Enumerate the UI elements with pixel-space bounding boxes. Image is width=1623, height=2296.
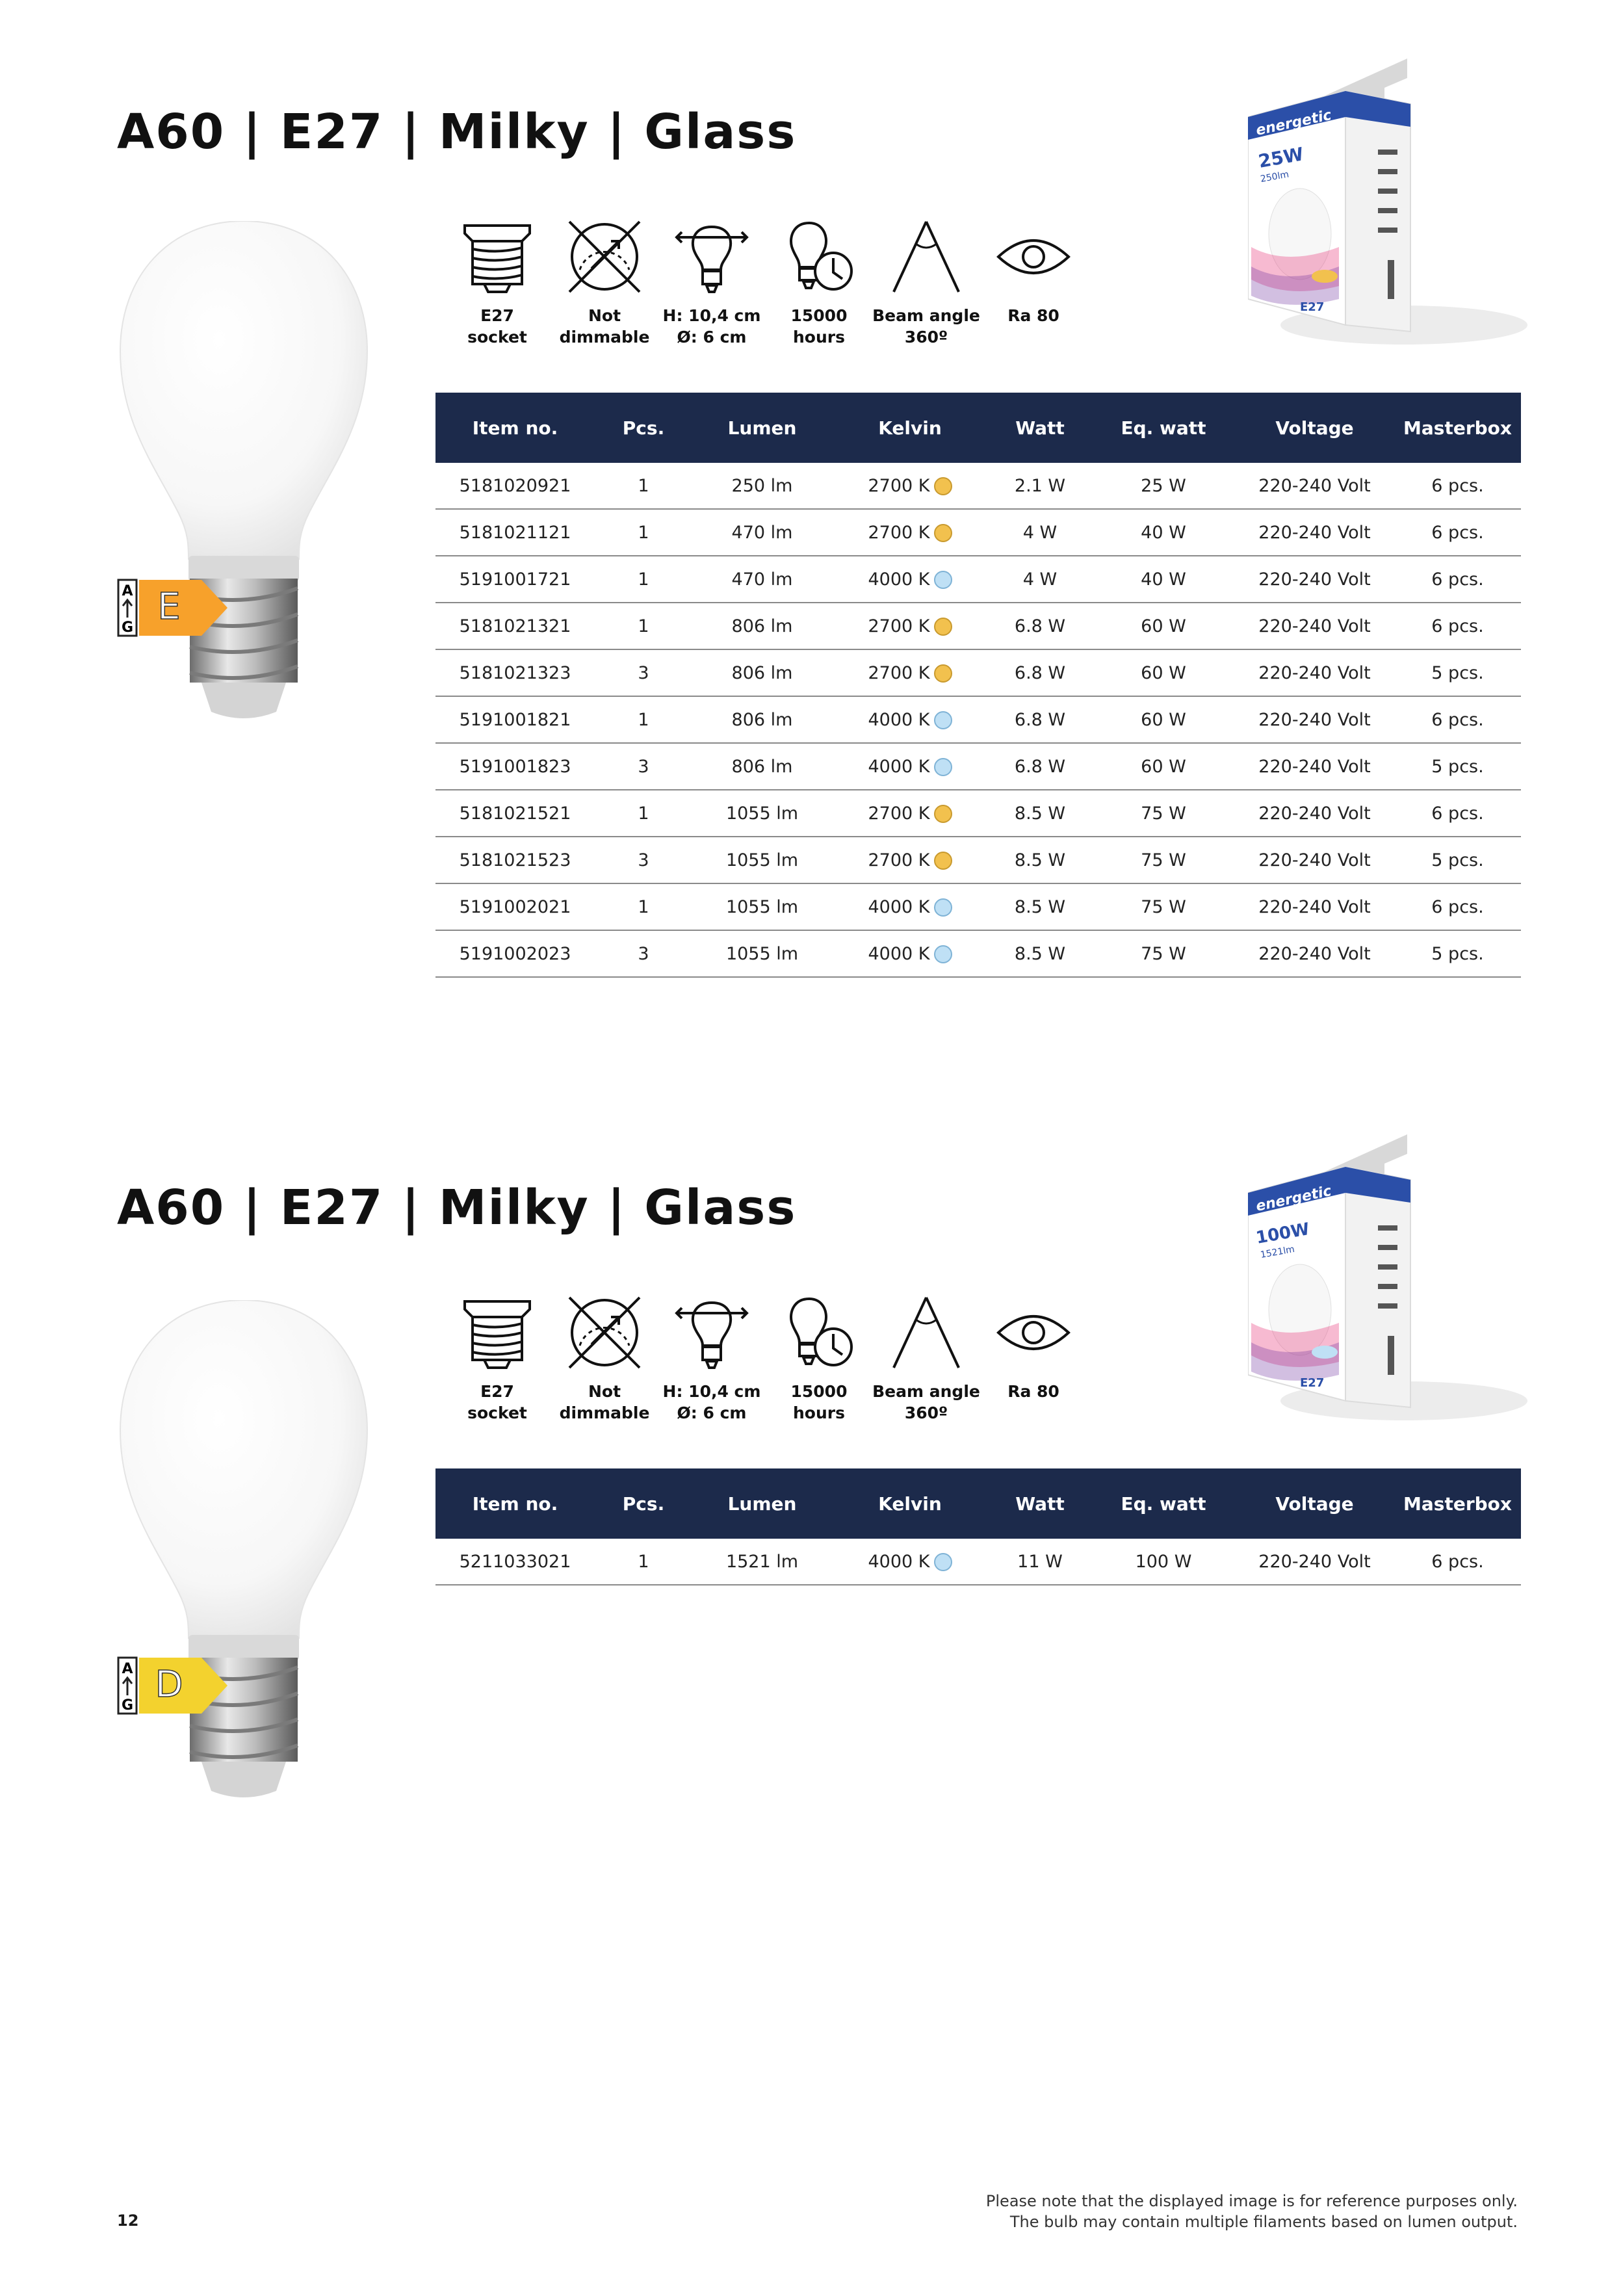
feature-label: Not dimmable	[559, 306, 650, 346]
equivalent-watt-cell: 60 W	[1092, 696, 1235, 743]
equivalent-watt-cell: 75 W	[1092, 790, 1235, 837]
voltage-cell: 220-240 Volt	[1235, 556, 1394, 603]
page-number: 12	[117, 2211, 139, 2230]
voltage-cell: 220-240 Volt	[1235, 930, 1394, 977]
table-row	[435, 837, 1521, 883]
dimensions-icon	[673, 1294, 751, 1372]
watt-cell: 6.8 W	[988, 743, 1092, 790]
pieces-cell: 1	[595, 556, 692, 603]
cool-light-icon	[934, 898, 952, 917]
table-row	[435, 509, 1521, 556]
feature-label: 15000 hours	[790, 1382, 848, 1422]
kelvin-cell: 4000 K	[832, 556, 988, 603]
pieces-cell: 1	[595, 696, 692, 743]
kelvin-cell: 2700 K	[832, 790, 988, 837]
package-brand: energetic	[1254, 107, 1333, 139]
equivalent-watt-cell: 25 W	[1092, 463, 1235, 509]
equivalent-watt-cell: 40 W	[1092, 509, 1235, 556]
watt-cell: 6.8 W	[988, 603, 1092, 649]
column-header: Masterbox	[1394, 393, 1521, 463]
section-title: A60 | E27 | Milky | Glass	[117, 1180, 797, 1236]
equivalent-watt-cell: 60 W	[1092, 603, 1235, 649]
watt-cell: 8.5 W	[988, 930, 1092, 977]
feature-icons	[442, 1294, 1092, 1437]
lumen-cell: 1521 lm	[692, 1539, 832, 1585]
kelvin-cell: 2700 K	[832, 603, 988, 649]
column-header: Watt	[988, 1468, 1092, 1539]
feature-dimmable	[549, 218, 660, 348]
item-number-cell: 5181020921	[435, 463, 595, 509]
energy-class: E	[157, 586, 181, 628]
column-header: Kelvin	[832, 1468, 988, 1539]
lumen-cell: 1055 lm	[692, 883, 832, 930]
column-header: Pcs.	[595, 1468, 692, 1539]
masterbox-cell: 6 pcs.	[1394, 556, 1521, 603]
lumen-cell: 1055 lm	[692, 837, 832, 883]
pieces-cell: 1	[595, 790, 692, 837]
feature-color-rendering	[978, 1294, 1089, 1402]
masterbox-cell: 6 pcs.	[1394, 696, 1521, 743]
masterbox-cell: 6 pcs.	[1394, 883, 1521, 930]
package-watt: 25W	[1256, 143, 1306, 172]
column-header: Pcs.	[595, 393, 692, 463]
table-row	[435, 463, 1521, 509]
lifetime-icon	[780, 218, 858, 296]
energy-class: D	[155, 1663, 183, 1706]
kelvin-cell: 4000 K	[832, 743, 988, 790]
warm-light-icon	[934, 664, 952, 683]
masterbox-cell: 5 pcs.	[1394, 649, 1521, 696]
pieces-cell: 3	[595, 743, 692, 790]
table-row	[435, 743, 1521, 790]
feature-label: H: 10,4 cm Ø: 6 cm	[662, 306, 761, 346]
warm-light-icon	[934, 805, 952, 823]
package-lumen: 250lm	[1259, 169, 1290, 185]
package-lumen: 1521lm	[1259, 1244, 1296, 1260]
bulb-image	[117, 221, 370, 793]
table-body	[435, 1539, 1521, 1585]
voltage-cell: 220-240 Volt	[1235, 463, 1394, 509]
pieces-cell: 1	[595, 1539, 692, 1585]
kelvin-cell: 2700 K	[832, 837, 988, 883]
item-number-cell: 5191002021	[435, 883, 595, 930]
equivalent-watt-cell: 100 W	[1092, 1539, 1235, 1585]
energy-scale-top: A	[122, 1661, 133, 1677]
table-row	[435, 790, 1521, 837]
item-number-cell: 5211033021	[435, 1539, 595, 1585]
pieces-cell: 1	[595, 603, 692, 649]
column-header: Eq. watt	[1092, 1468, 1235, 1539]
section-title: A60 | E27 | Milky | Glass	[117, 104, 797, 160]
feature-label: E27 socket	[467, 1382, 527, 1422]
watt-cell: 4 W	[988, 509, 1092, 556]
column-header: Lumen	[692, 393, 832, 463]
watt-cell: 8.5 W	[988, 883, 1092, 930]
lumen-cell: 470 lm	[692, 509, 832, 556]
column-header: Lumen	[692, 1468, 832, 1539]
feature-label: Not dimmable	[559, 1382, 650, 1422]
pieces-cell: 1	[595, 883, 692, 930]
cool-light-icon	[934, 945, 952, 963]
column-header: Eq. watt	[1092, 393, 1235, 463]
column-header: Voltage	[1235, 393, 1394, 463]
feature-label: 15000 hours	[790, 306, 848, 346]
voltage-cell: 220-240 Volt	[1235, 1539, 1394, 1585]
energy-scale-bottom: G	[121, 620, 134, 636]
table-header	[435, 1468, 1521, 1539]
masterbox-cell: 6 pcs.	[1394, 463, 1521, 509]
column-header: Voltage	[1235, 1468, 1394, 1539]
not-dimmable-icon	[565, 218, 643, 296]
voltage-cell: 220-240 Volt	[1235, 883, 1394, 930]
energy-label	[117, 579, 234, 637]
masterbox-cell: 6 pcs.	[1394, 509, 1521, 556]
pieces-cell: 3	[595, 837, 692, 883]
kelvin-cell: 4000 K	[832, 1539, 988, 1585]
item-number-cell: 5181021121	[435, 509, 595, 556]
masterbox-cell: 6 pcs.	[1394, 603, 1521, 649]
feature-lifetime	[764, 218, 874, 348]
kelvin-cell: 2700 K	[832, 649, 988, 696]
item-number-cell: 5191001821	[435, 696, 595, 743]
lumen-cell: 806 lm	[692, 696, 832, 743]
voltage-cell: 220-240 Volt	[1235, 509, 1394, 556]
watt-cell: 11 W	[988, 1539, 1092, 1585]
dimensions-icon	[673, 218, 751, 296]
table-header	[435, 393, 1521, 463]
feature-label: Beam angle 360º	[872, 1382, 980, 1422]
package-brand: energetic	[1254, 1182, 1333, 1215]
lifetime-icon	[780, 1294, 858, 1372]
cool-light-icon	[934, 571, 952, 589]
masterbox-cell: 5 pcs.	[1394, 837, 1521, 883]
product-table	[435, 393, 1521, 978]
warm-light-icon	[934, 477, 952, 495]
masterbox-cell: 5 pcs.	[1394, 930, 1521, 977]
watt-cell: 2.1 W	[988, 463, 1092, 509]
table-row	[435, 883, 1521, 930]
feature-lifetime	[764, 1294, 874, 1424]
product-package	[1248, 52, 1534, 351]
watt-cell: 8.5 W	[988, 790, 1092, 837]
feature-label: Ra 80	[1007, 1382, 1059, 1401]
feature-beam-angle	[871, 1294, 981, 1424]
watt-cell: 6.8 W	[988, 649, 1092, 696]
column-header: Masterbox	[1394, 1468, 1521, 1539]
product-package	[1248, 1128, 1534, 1427]
lumen-cell: 250 lm	[692, 463, 832, 509]
column-header: Watt	[988, 393, 1092, 463]
watt-cell: 6.8 W	[988, 696, 1092, 743]
voltage-cell: 220-240 Volt	[1235, 837, 1394, 883]
package-watt: 100W	[1254, 1219, 1311, 1248]
item-number-cell: 5191001721	[435, 556, 595, 603]
footer-note-line: The bulb may contain multiple filaments based on lumen output.	[1009, 2213, 1518, 2231]
eye-icon	[994, 1294, 1072, 1372]
socket-icon	[458, 218, 536, 296]
package-socket: E27	[1300, 1376, 1325, 1390]
energy-scale-bottom: G	[121, 1697, 134, 1714]
product-table	[435, 1468, 1521, 1585]
feature-label: Beam angle 360º	[872, 306, 980, 346]
package-socket: E27	[1300, 300, 1325, 314]
warm-light-icon	[934, 618, 952, 636]
warm-light-icon	[934, 524, 952, 542]
equivalent-watt-cell: 75 W	[1092, 837, 1235, 883]
masterbox-cell: 6 pcs.	[1394, 790, 1521, 837]
footer-note-line: Please note that the displayed image is for reference purposes only.	[985, 2192, 1518, 2210]
pieces-cell: 3	[595, 649, 692, 696]
feature-socket	[442, 218, 552, 348]
table-body	[435, 463, 1521, 977]
feature-dimmable	[549, 1294, 660, 1424]
item-number-cell: 5181021323	[435, 649, 595, 696]
feature-label: Ra 80	[1007, 306, 1059, 325]
voltage-cell: 220-240 Volt	[1235, 603, 1394, 649]
item-number-cell: 5191002023	[435, 930, 595, 977]
feature-icons	[442, 218, 1092, 361]
kelvin-cell: 4000 K	[832, 883, 988, 930]
feature-socket	[442, 1294, 552, 1424]
table-row	[435, 930, 1521, 977]
eye-icon	[994, 218, 1072, 296]
pieces-cell: 1	[595, 509, 692, 556]
voltage-cell: 220-240 Volt	[1235, 743, 1394, 790]
feature-dimensions	[656, 218, 767, 348]
lumen-cell: 806 lm	[692, 649, 832, 696]
kelvin-cell: 4000 K	[832, 930, 988, 977]
not-dimmable-icon	[565, 1294, 643, 1372]
energy-scale-top: A	[122, 583, 133, 599]
column-header: Item no.	[435, 393, 595, 463]
voltage-cell: 220-240 Volt	[1235, 790, 1394, 837]
equivalent-watt-cell: 40 W	[1092, 556, 1235, 603]
equivalent-watt-cell: 60 W	[1092, 743, 1235, 790]
feature-dimensions	[656, 1294, 767, 1424]
equivalent-watt-cell: 75 W	[1092, 883, 1235, 930]
table-row	[435, 1539, 1521, 1585]
item-number-cell: 5181021321	[435, 603, 595, 649]
table-row	[435, 649, 1521, 696]
item-number-cell: 5181021521	[435, 790, 595, 837]
voltage-cell: 220-240 Volt	[1235, 696, 1394, 743]
feature-beam-angle	[871, 218, 981, 348]
pieces-cell: 3	[595, 930, 692, 977]
lumen-cell: 806 lm	[692, 743, 832, 790]
lumen-cell: 1055 lm	[692, 930, 832, 977]
feature-label: E27 socket	[467, 306, 527, 346]
voltage-cell: 220-240 Volt	[1235, 649, 1394, 696]
kelvin-cell: 2700 K	[832, 463, 988, 509]
footer-note	[986, 2191, 1518, 2232]
feature-label: H: 10,4 cm Ø: 6 cm	[662, 1382, 761, 1422]
beam-angle-icon	[887, 218, 965, 296]
bulb-image	[117, 1300, 370, 1872]
cool-light-icon	[934, 711, 952, 729]
lumen-cell: 470 lm	[692, 556, 832, 603]
cool-light-icon	[934, 758, 952, 776]
item-number-cell: 5181021523	[435, 837, 595, 883]
energy-label	[117, 1656, 234, 1715]
item-number-cell: 5191001823	[435, 743, 595, 790]
socket-icon	[458, 1294, 536, 1372]
column-header: Item no.	[435, 1468, 595, 1539]
column-header: Kelvin	[832, 393, 988, 463]
watt-cell: 4 W	[988, 556, 1092, 603]
pieces-cell: 1	[595, 463, 692, 509]
table-row	[435, 603, 1521, 649]
table-row	[435, 556, 1521, 603]
watt-cell: 8.5 W	[988, 837, 1092, 883]
kelvin-cell: 2700 K	[832, 509, 988, 556]
feature-color-rendering	[978, 218, 1089, 326]
equivalent-watt-cell: 60 W	[1092, 649, 1235, 696]
masterbox-cell: 5 pcs.	[1394, 743, 1521, 790]
lumen-cell: 1055 lm	[692, 790, 832, 837]
beam-angle-icon	[887, 1294, 965, 1372]
equivalent-watt-cell: 75 W	[1092, 930, 1235, 977]
table-row	[435, 696, 1521, 743]
warm-light-icon	[934, 852, 952, 870]
masterbox-cell: 6 pcs.	[1394, 1539, 1521, 1585]
lumen-cell: 806 lm	[692, 603, 832, 649]
kelvin-cell: 4000 K	[832, 696, 988, 743]
cool-light-icon	[934, 1553, 952, 1571]
